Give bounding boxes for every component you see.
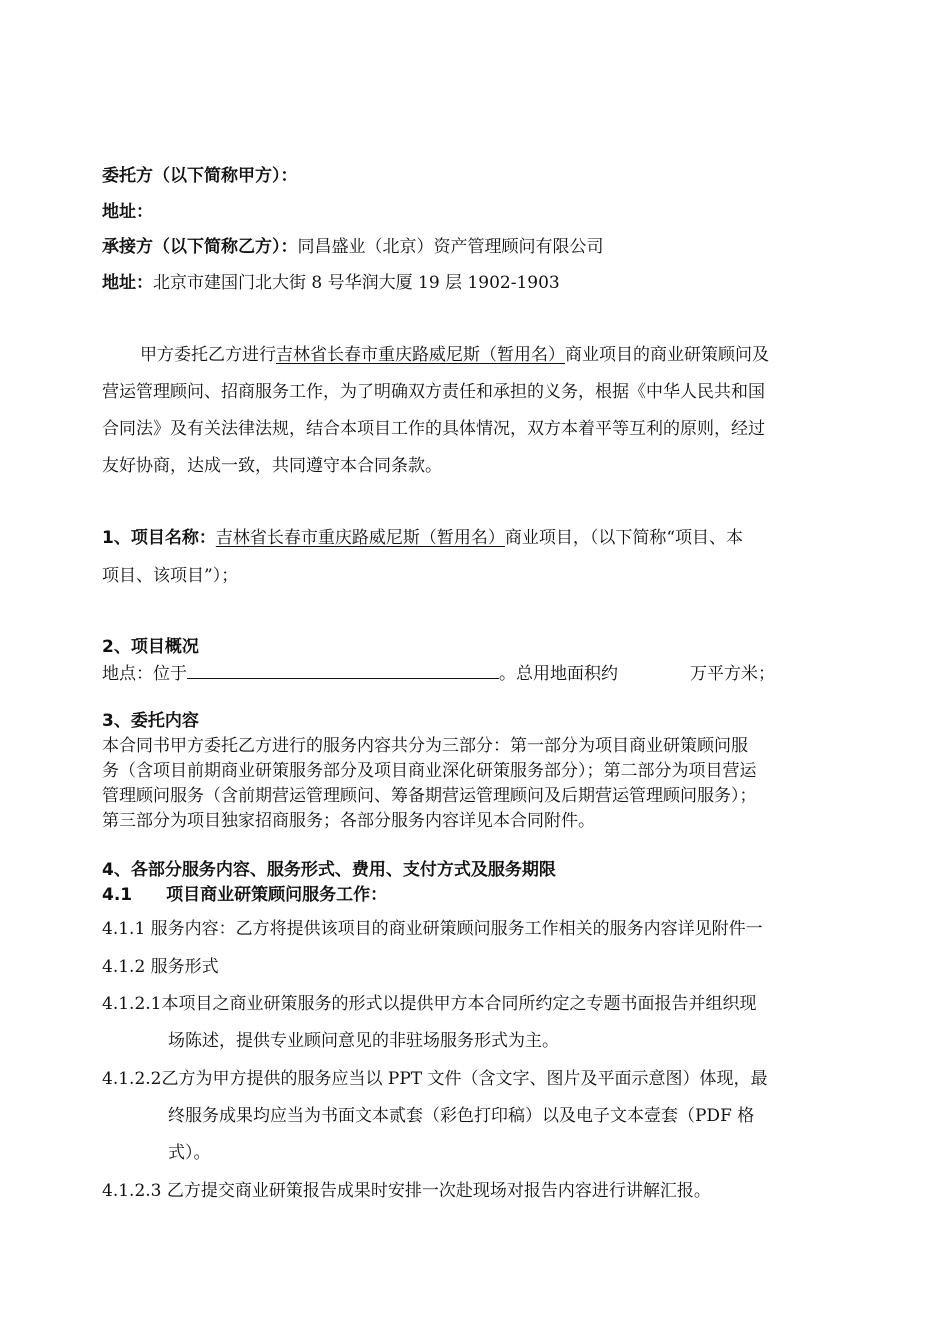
client-label: 委托方（以下简称甲方）： <box>102 166 298 186</box>
preamble-text: 甲方委托乙方进行 <box>140 345 276 365</box>
section412-line: 4.1.2 服务形式 <box>102 957 219 977</box>
section3-line-3: 管理顾问服务（含前期营运管理顾问、筹备期营运管理顾问及后期营运管理顾问服务）； <box>102 786 757 806</box>
area-unit: 万平方米； <box>690 664 775 684</box>
preamble-line-3: 合同法》及有关法律法规，结合本项目工作的具体情况，双方本着平等互利的原则，经过 <box>102 419 765 439</box>
preamble-line-4: 友好协商，达成一致，共同遵守本合同条款。 <box>102 456 442 476</box>
section4122-line-1 <box>102 1068 768 1090</box>
section4-heading: 4、各部分服务内容、服务形式、费用、支付方式及服务期限 <box>102 860 556 880</box>
contractor-line <box>102 236 604 258</box>
section4122-line-3: 式）。 <box>168 1143 211 1163</box>
section4122-number: 4.1.2.2 <box>102 1069 162 1089</box>
section41-title: 项目商业研策顾问服务工作： <box>166 885 388 905</box>
location-label: 地点：位于 <box>102 664 187 684</box>
section3-line-2: 务（含项目前期商业研策服务部分及项目商业深化研策服务部分）；第二部分为项目营运 <box>102 761 757 781</box>
preamble-line-2: 营运管理顾问、招商服务工作，为了明确双方责任和承担的义务，根据《中华人民共和国 <box>102 382 765 402</box>
section1-heading: 1、项目名称： <box>102 528 216 548</box>
area-label: 。总用地面积约 <box>499 664 618 684</box>
preamble-line-1 <box>140 344 769 366</box>
contractor-name: 同昌盛业（北京）资产管理顾问有限公司 <box>297 237 604 257</box>
section3-line-4: 第三部分为项目独家招商服务；各部分服务内容详见本合同附件。 <box>102 811 595 831</box>
section1-project-name: 吉林省长春市重庆路威尼斯（暂用名） <box>215 528 505 548</box>
section3-line-1: 本合同书甲方委托乙方进行的服务内容共分为三部分：第一部分为项目商业研策顾问服 <box>102 736 748 756</box>
section1-line-1 <box>102 527 743 549</box>
section41-heading <box>102 884 387 906</box>
section4121-line-2: 场陈述，提供专业顾问意见的非驻场服务形式为主。 <box>168 1031 559 1051</box>
section2-heading: 2、项目概况 <box>102 637 199 657</box>
contractor-address: 北京市建国门北大街 8 号华润大厦 19 层 1902-1903 <box>153 273 560 293</box>
preamble-text: 商业项目的商业研策顾问及 <box>565 345 769 365</box>
location-blank <box>187 660 499 679</box>
section4121-text: 本项目之商业研策服务的形式以提供甲方本合同所约定之专题书面报告并组织现 <box>161 994 757 1014</box>
section4122-text: 乙方为甲方提供的服务应当以 PPT 文件（含文字、图片及平面示意图）体现，最 <box>161 1069 768 1089</box>
contractor-address-line <box>102 272 560 294</box>
preamble-project-name: 吉林省长春市重庆路威尼斯（暂用名） <box>276 345 565 365</box>
section411-line: 4.1.1 服务内容：乙方将提供该项目的商业研策顾问服务工作相关的服务内容详见附件一 <box>102 919 763 939</box>
section4121-line-1 <box>102 993 756 1015</box>
section2-location-line <box>102 660 775 685</box>
contractor-address-label: 地址： <box>102 273 153 293</box>
section4123-line: 4.1.2.3 乙方提交商业研策报告成果时安排一次赴现场对报告内容进行讲解汇报。 <box>102 1181 711 1201</box>
section1-text: 商业项目，（以下简称“项目、本 <box>504 528 744 548</box>
section4121-number: 4.1.2.1 <box>102 994 162 1014</box>
client-address-label: 地址： <box>102 202 153 222</box>
contractor-label: 承接方（以下简称乙方）： <box>102 237 298 257</box>
section3-heading: 3、委托内容 <box>102 711 199 731</box>
section41-number: 4.1 <box>102 885 133 905</box>
section1-line-2: 项目、该项目”）； <box>102 566 239 586</box>
section4122-line-2: 终服务成果均应当为书面文本贰套（彩色打印稿）以及电子文本壹套（PDF 格 <box>168 1106 755 1126</box>
